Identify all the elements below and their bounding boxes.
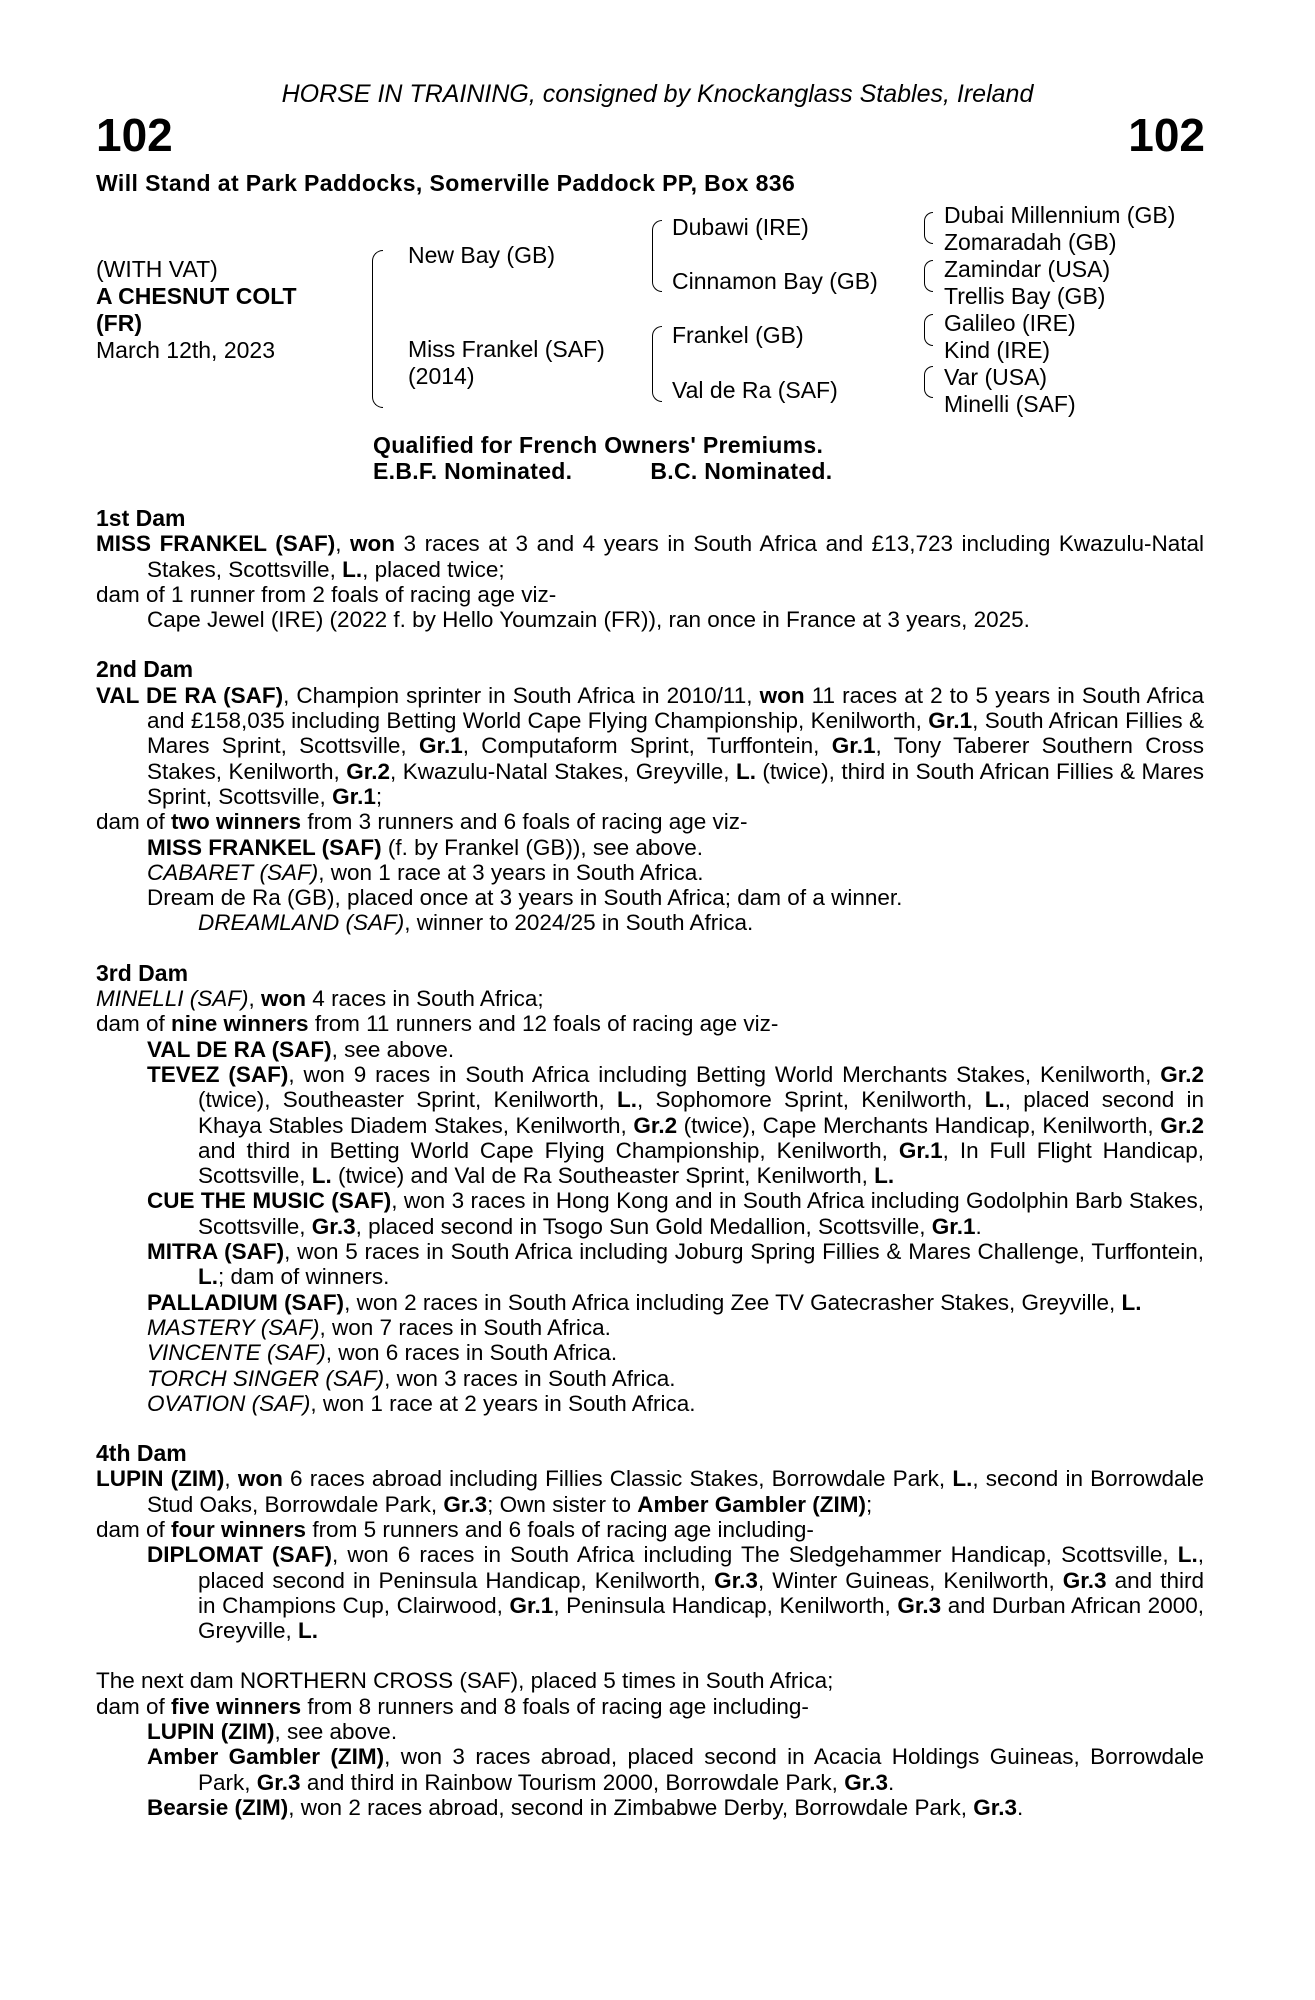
dam1-offspring-summary: dam of 1 runner from 2 foals of racing age viz- (96, 581, 557, 607)
dam3-offspring-torch-singer: TORCH SINGER (SAF), won 3 races in South Africa. (147, 1365, 676, 1391)
dam3-offspring-mitra: MITRA (SAF), won 5 races in South Africa including Joburg Spring Fillies & Mares Challenge, Turffontein, L.; dam of winners. (147, 1239, 1204, 1290)
pedigree-brace-3a (924, 212, 933, 244)
pedigree-sdd: Trellis Bay (GB) (944, 283, 1106, 309)
pedigree-dam-dam: Val de Ra (SAF) (672, 377, 838, 403)
pedigree-dam: Miss Frankel (SAF) (2014) (408, 336, 605, 389)
next-dam-offspring-amber-gambler: Amber Gambler (ZIM), won 3 races abroad, placed second in Acacia Holdings Guineas, Borrowdale Park, Gr.3 and third in Rainbow Tourism 2000, Borrowdale Park, Gr.3. (147, 1744, 1204, 1795)
pedigree-dsd: Kind (IRE) (944, 337, 1051, 363)
next-dam-offspring-lupin: LUPIN (ZIM), see above. (147, 1719, 398, 1745)
pedigree-brace-2a (652, 220, 662, 292)
dam1-offspring-1: Cape Jewel (IRE) (2022 f. by Hello Youmzain (FR)), ran once in France at 3 years, 2025. (147, 607, 1030, 633)
horse-description: A CHESNUT COLT (96, 283, 297, 309)
dam3-heading: 3rd Dam (96, 959, 189, 986)
dam1-record: MISS FRANKEL (SAF), won 3 races at 3 and 4 years in South Africa and £13,723 including Kwazulu-Natal Stakes, Scottsville, L., placed twice; (96, 531, 1204, 582)
dam2-offspring-3: Dream de Ra (GB), placed once at 3 years in South Africa; dam of a winner. (147, 885, 903, 911)
dam2-offspring-2: CABARET (SAF), won 1 race at 3 years in South Africa. (147, 859, 704, 885)
pedigree-col3 (944, 202, 1175, 418)
pedigree-sds: Zamindar (USA) (944, 256, 1111, 282)
subject-block (96, 256, 297, 364)
pedigree-sire-dam: Cinnamon Bay (GB) (672, 268, 878, 294)
dam2-grand-offspring: DREAMLAND (SAF), winner to 2024/25 in South Africa. (198, 910, 754, 936)
lot-number-left: 102 (96, 109, 173, 161)
dam3-offspring-mastery: MASTERY (SAF), won 7 races in South Africa. (147, 1314, 611, 1340)
pedigree-brace-1 (372, 250, 383, 408)
dam4-offspring-summary: dam of four winners from 5 runners and 6 foals of racing age including- (96, 1516, 814, 1542)
pedigree-brace-3b (924, 260, 933, 292)
dam3-offspring-cue-the-music: CUE THE MUSIC (SAF), won 3 races in Hong Kong and in South Africa including Godolphin Barb Stakes, Scottsville, Gr.3, placed second in Tsogo Sun Gold Medallion, Scottsville, Gr.1. (147, 1188, 1204, 1239)
ebf-nominated: E.B.F. Nominated. (373, 458, 573, 484)
dam2-offspring-summary: dam of two winners from 3 runners and 6 foals of racing age viz- (96, 809, 748, 835)
vat-label: (WITH VAT) (96, 256, 218, 282)
qualifications (373, 432, 832, 484)
horse-country: (FR) (96, 310, 142, 336)
dam4-offspring-diplomat: DIPLOMAT (SAF), won 6 races in South Africa including The Sledgehammer Handicap, Scottsville, L., placed second in Peninsula Handicap, Kenilworth, Gr.3, Winter Guineas, Kenilworth, Gr.3 and third in Champions Cup, Clairwood, Gr.1, Peninsula Handicap, Kenilworth, Gr.3 and Durban African 2000, Greyville, L. (147, 1542, 1204, 1644)
dam1-heading: 1st Dam (96, 505, 186, 531)
pedigree-brace-3d (924, 366, 933, 398)
dam2-offspring-1: MISS FRANKEL (SAF) (f. by Frankel (GB)), see above. (147, 834, 703, 860)
catalogue-header: HORSE IN TRAINING, consigned by Knockanglass Stables, Ireland (281, 80, 1034, 108)
pedigree-sire: New Bay (GB) (408, 242, 555, 268)
lot-number-right: 102 (1128, 109, 1205, 161)
next-dam-offspring-bearsie: Bearsie (ZIM), won 2 races abroad, second in Zimbabwe Derby, Borrowdale Park, Gr.3. (147, 1794, 1024, 1820)
foaled-date: March 12th, 2023 (96, 337, 276, 363)
pedigree-ssd: Zomaradah (GB) (944, 229, 1117, 255)
dam2-heading: 2nd Dam (96, 656, 194, 683)
pedigree-ddd: Minelli (SAF) (944, 391, 1076, 417)
next-dam-record: The next dam NORTHERN CROSS (SAF), placed 5 times in South Africa; (96, 1668, 834, 1694)
dam3-offspring-vincente: VINCENTE (SAF), won 6 races in South Africa. (147, 1340, 618, 1366)
pedigree-dam-sire: Frankel (GB) (672, 322, 804, 348)
stand-location: Will Stand at Park Paddocks, Somerville Paddock PP, Box 836 (96, 170, 796, 196)
dam-produce-records (96, 506, 1204, 1820)
pedigree-brace-3c (924, 314, 933, 346)
bc-nominated: B.C. Nominated. (650, 458, 833, 484)
pedigree-dss: Galileo (IRE) (944, 310, 1076, 336)
french-premiums: Qualified for French Owners' Premiums. (373, 432, 824, 458)
dam3-offspring-palladium: PALLADIUM (SAF), won 2 races in South Africa including Zee TV Gatecrasher Stakes, Greyville, L. (147, 1289, 1142, 1315)
pedigree-dds: Var (USA) (944, 364, 1048, 390)
dam4-record: LUPIN (ZIM), won 6 races abroad including Fillies Classic Stakes, Borrowdale Park, L., second in Borrowdale Stud Oaks, Borrowdale Park, Gr.3; Own sister to Amber Gambler (ZIM); (96, 1466, 1204, 1517)
pedigree-brace-2b (652, 326, 662, 402)
dam3-offspring-tevez: TEVEZ (SAF), won 9 races in South Africa including Betting World Merchants Stakes, Kenilworth, Gr.2 (twice), Southeaster Sprint, Kenilworth, L., Sophomore Sprint, Kenilworth, L., placed second in Khaya Stables Diadem Stakes, Kenilworth, Gr.2 (twice), Cape Merchants Handicap, Kenilworth, Gr.2 and third in Betting World Cape Flying Championship, Kenilworth, Gr.1, In Full Flight Handicap, Scottsville, L. (twice) and Val de Ra Southeaster Sprint, Kenilworth, L. (147, 1061, 1204, 1189)
dam3-offspring-ovation: OVATION (SAF), won 1 race at 2 years in South Africa. (147, 1390, 696, 1416)
dam3-record: MINELLI (SAF), won 4 races in South Africa; (96, 986, 544, 1012)
pedigree-sire-sire: Dubawi (IRE) (672, 214, 809, 240)
dam2-record: VAL DE RA (SAF), Champion sprinter in South Africa in 2010/11, won 11 races at 2 to 5 years in South Africa and £158,035 including Betting World Cape Flying Championship, Kenilworth, Gr.1, South African Fillies & Mares Sprint, Scottsville, Gr.1, Computaform Sprint, Turffontein, Gr.1, Tony Taberer Southern Cross Stakes, Kenilworth, Gr.2, Kwazulu-Natal Stakes, Greyville, L. (twice), third in South African Fillies & Mares Sprint, Scottsville, Gr.1; (96, 682, 1204, 809)
next-dam-offspring-summary: dam of five winners from 8 runners and 8 foals of racing age including- (96, 1693, 809, 1719)
dam4-heading: 4th Dam (96, 1440, 187, 1467)
dam3-offspring-summary: dam of nine winners from 11 runners and 12 foals of racing age viz- (96, 1011, 779, 1037)
dam3-offspring-1: VAL DE RA (SAF), see above. (147, 1036, 455, 1062)
pedigree-sss: Dubai Millennium (GB) (944, 202, 1176, 228)
